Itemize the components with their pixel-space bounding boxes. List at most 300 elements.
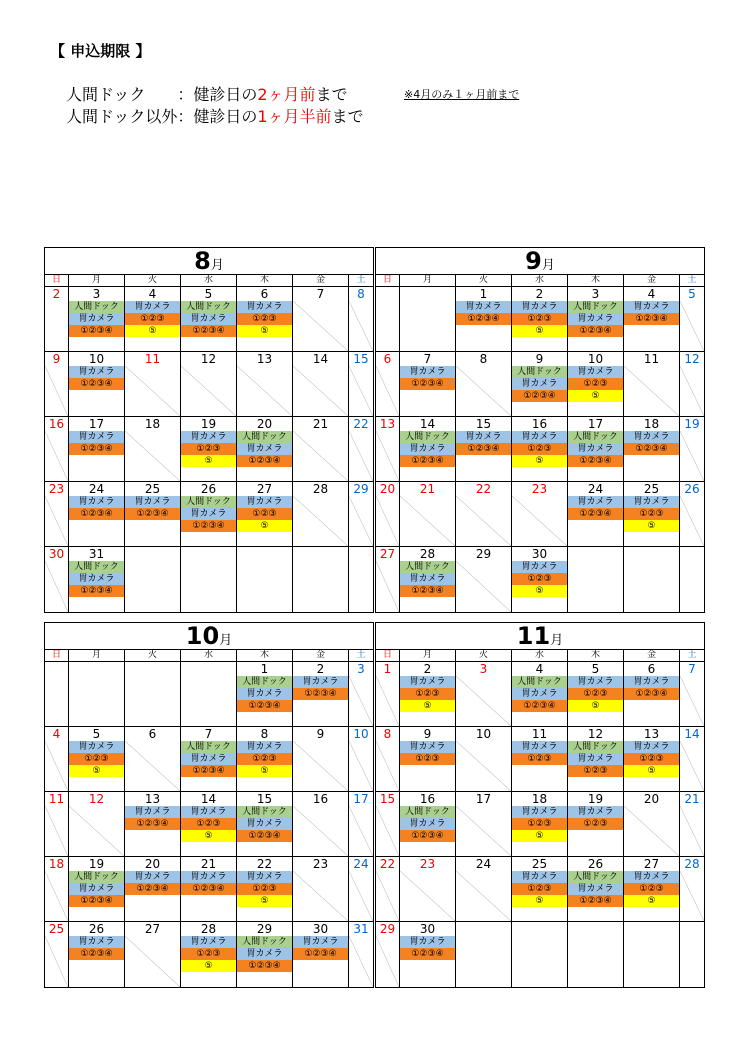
weekday-label: 月: [400, 275, 456, 286]
camera-slot: 胃カメラ: [237, 443, 292, 455]
day-cell: [568, 792, 624, 856]
camera-slot: 胃カメラ: [624, 431, 679, 443]
month-calendar: [375, 247, 705, 613]
closed-day-slash: [349, 936, 373, 987]
closed-day-slash: [624, 366, 679, 416]
week-row: [45, 792, 373, 857]
day-number: 16: [531, 417, 548, 431]
day-cell: [568, 547, 624, 612]
slot-numbers: ①②③: [69, 753, 124, 765]
slot-numbers: ①②③④: [69, 378, 124, 390]
weekday-label: 火: [456, 650, 512, 661]
slot-numbers: ①②③: [624, 508, 679, 520]
other-deadline-period: 1ヶ月半前: [257, 107, 332, 126]
slot-numbers: ①②③④: [293, 948, 348, 960]
slot-numbers: ①②③④: [125, 508, 180, 520]
camera-slot: 胃カメラ: [237, 741, 292, 753]
day-number: 5: [688, 287, 696, 301]
camera-slot: 胃カメラ: [400, 676, 455, 688]
week-row: [376, 482, 704, 547]
day-cell: [181, 547, 237, 612]
slot-numbers: ①②③④: [125, 883, 180, 895]
camera-slot: 胃カメラ: [568, 496, 623, 508]
closed-day-slash: [45, 936, 68, 987]
dock-slot: 人間ドック: [568, 871, 623, 883]
day-cell: [45, 547, 69, 612]
day-cell: [293, 792, 349, 856]
closed-day-slash: [680, 366, 704, 416]
slot-five: ⑤: [624, 520, 679, 532]
day-number: 22: [256, 857, 273, 871]
day-number: 8: [479, 352, 488, 366]
dock-slot: 人間ドック: [512, 366, 567, 378]
day-number: 3: [92, 287, 101, 301]
closed-day-slash: [680, 741, 704, 791]
day-cell: [181, 857, 237, 921]
slot-numbers: ①②③: [624, 753, 679, 765]
day-number: 29: [256, 922, 273, 936]
day-number: 7: [688, 662, 696, 676]
day-number: 7: [423, 352, 432, 366]
day-number: 14: [419, 417, 436, 431]
weekday-label: 水: [181, 650, 237, 661]
day-cell: [293, 287, 349, 351]
day-number: 21: [312, 417, 329, 431]
slot-numbers: ①②③④: [512, 700, 567, 712]
day-number: 6: [148, 727, 157, 741]
day-cell: [376, 857, 400, 921]
month-suffix: 月: [541, 258, 555, 273]
slot-numbers: ①②③: [512, 818, 567, 830]
camera-slot: 胃カメラ: [237, 301, 292, 313]
camera-slot: 胃カメラ: [181, 313, 236, 325]
day-cell: [680, 352, 704, 416]
day-cell: [69, 727, 125, 791]
day-cell: [400, 352, 456, 416]
camera-slot: 胃カメラ: [237, 688, 292, 700]
day-cell: [680, 547, 704, 612]
day-number: 21: [419, 482, 436, 496]
dock-deadline: [66, 82, 348, 105]
week-row: [376, 857, 704, 922]
day-cell: [125, 922, 181, 987]
dock-slot: 人間ドック: [237, 936, 292, 948]
day-cell: [568, 352, 624, 416]
weekday-label: 土: [687, 650, 697, 660]
camera-slot: 胃カメラ: [69, 741, 124, 753]
closed-day-slash: [376, 806, 399, 856]
closed-day-slash: [293, 366, 348, 416]
closed-day-slash: [456, 561, 511, 612]
camera-slot: 胃カメラ: [624, 676, 679, 688]
day-cell: [568, 287, 624, 351]
weekday-label: 水: [512, 275, 568, 286]
day-cell: [512, 857, 568, 921]
day-cell: [45, 482, 69, 546]
day-number: 15: [475, 417, 492, 431]
camera-slot: 胃カメラ: [400, 573, 455, 585]
day-cell: [624, 662, 680, 726]
day-cell: [568, 482, 624, 546]
dock-slot: 人間ドック: [400, 431, 455, 443]
week-row: [376, 417, 704, 482]
day-cell: [400, 922, 456, 987]
day-number: 23: [419, 857, 436, 871]
day-number: 15: [353, 352, 369, 366]
day-cell: [456, 482, 512, 546]
day-cell: [456, 857, 512, 921]
day-cell: [568, 857, 624, 921]
slot-numbers: ①②③④: [568, 508, 623, 520]
weekday-row: [45, 275, 373, 287]
day-number: 6: [260, 287, 269, 301]
day-number: 7: [204, 727, 213, 741]
closed-day-slash: [456, 741, 511, 791]
slot-five: ⑤: [125, 325, 180, 337]
closed-day-slash: [125, 741, 180, 791]
closed-day-slash: [680, 431, 704, 481]
camera-slot: 胃カメラ: [512, 561, 567, 573]
day-cell: [456, 792, 512, 856]
day-number: 24: [353, 857, 369, 871]
week-row: [376, 662, 704, 727]
closed-day-slash: [456, 871, 511, 921]
camera-slot: 胃カメラ: [125, 806, 180, 818]
camera-slot: 胃カメラ: [568, 883, 623, 895]
day-number: 13: [256, 352, 273, 366]
day-cell: [293, 547, 349, 612]
day-cell: [456, 417, 512, 481]
slot-five: ⑤: [237, 325, 292, 337]
day-cell: [400, 287, 456, 351]
camera-slot: 胃カメラ: [181, 806, 236, 818]
slot-numbers: ①②③④: [568, 325, 623, 337]
slot-numbers: ①②③④: [237, 700, 292, 712]
day-cell: [456, 547, 512, 612]
header-title: 【 申込期限 】: [50, 42, 151, 60]
day-number: 21: [200, 857, 217, 871]
day-number: 27: [256, 482, 273, 496]
day-cell: [400, 662, 456, 726]
day-cell: [45, 922, 69, 987]
camera-slot: 胃カメラ: [69, 883, 124, 895]
day-number: 24: [475, 857, 492, 871]
slot-numbers: ①②③④: [237, 960, 292, 972]
month-title: [45, 623, 373, 650]
closed-day-slash: [400, 496, 455, 546]
slot-numbers: ①②③: [237, 753, 292, 765]
day-number: 14: [200, 792, 217, 806]
day-number: 12: [200, 352, 217, 366]
closed-day-slash: [45, 431, 68, 481]
day-cell: [125, 352, 181, 416]
slot-five: ⑤: [512, 325, 567, 337]
slot-numbers: ①②③④: [624, 313, 679, 325]
day-number: 12: [88, 792, 105, 806]
day-cell: [293, 727, 349, 791]
slot-five: ⑤: [181, 960, 236, 972]
closed-day-slash: [349, 496, 373, 546]
day-cell: [512, 287, 568, 351]
day-cell: [512, 727, 568, 791]
week-row: [45, 287, 373, 352]
day-number: 11: [144, 352, 161, 366]
slot-numbers: ①②③: [400, 753, 455, 765]
closed-day-slash: [349, 676, 373, 726]
closed-day-slash: [376, 366, 399, 416]
day-cell: [512, 482, 568, 546]
day-number: 3: [591, 287, 600, 301]
day-number: 9: [535, 352, 544, 366]
day-number: 22: [353, 417, 369, 431]
closed-day-slash: [293, 431, 348, 481]
month-title: [376, 623, 704, 650]
day-number: 25: [531, 857, 548, 871]
day-number: 9: [423, 727, 432, 741]
weekday-label: 土: [356, 275, 366, 285]
day-cell: [45, 287, 69, 351]
day-cell: [349, 922, 373, 987]
dock-slot: 人間ドック: [69, 561, 124, 573]
day-cell: [456, 287, 512, 351]
day-number: 26: [684, 482, 700, 496]
day-number: 23: [531, 482, 548, 496]
day-cell: [45, 792, 69, 856]
day-number: 14: [312, 352, 329, 366]
day-cell: [125, 727, 181, 791]
day-number: 22: [475, 482, 492, 496]
day-cell: [624, 727, 680, 791]
day-number: 17: [587, 417, 604, 431]
day-number: 5: [92, 727, 101, 741]
closed-day-slash: [376, 936, 399, 987]
dock-slot: 人間ドック: [181, 496, 236, 508]
slot-numbers: ①②③④: [624, 688, 679, 700]
camera-slot: 胃カメラ: [237, 496, 292, 508]
day-number: 11: [48, 792, 65, 806]
day-cell: [45, 352, 69, 416]
other-deadline-label: 人間ドック以外：健診日の: [66, 107, 258, 126]
day-number: 29: [353, 482, 369, 496]
camera-slot: 胃カメラ: [125, 496, 180, 508]
day-cell: [181, 662, 237, 726]
camera-slot: 胃カメラ: [624, 871, 679, 883]
week-row: [376, 792, 704, 857]
day-cell: [376, 922, 400, 987]
dock-slot: 人間ドック: [400, 561, 455, 573]
day-number: 21: [684, 792, 700, 806]
slot-numbers: ①②③: [512, 313, 567, 325]
day-number: 8: [260, 727, 269, 741]
closed-day-slash: [624, 806, 679, 856]
day-number: 28: [419, 547, 436, 561]
day-number: 2: [52, 287, 61, 301]
camera-slot: 胃カメラ: [181, 871, 236, 883]
day-number: 25: [643, 482, 660, 496]
day-number: 10: [88, 352, 105, 366]
slot-numbers: ①②③④: [69, 443, 124, 455]
slot-numbers: ①②③: [568, 688, 623, 700]
day-cell: [680, 727, 704, 791]
slot-five: ⑤: [512, 585, 567, 597]
closed-day-slash: [293, 496, 348, 546]
week-row: [45, 417, 373, 482]
camera-slot: 胃カメラ: [568, 806, 623, 818]
day-cell: [125, 792, 181, 856]
slot-numbers: ①②③: [237, 883, 292, 895]
camera-slot: 胃カメラ: [69, 936, 124, 948]
closed-day-slash: [125, 431, 180, 481]
slot-numbers: ①②③④: [400, 948, 455, 960]
weekday-label: 日: [376, 650, 400, 661]
day-cell: [680, 922, 704, 987]
day-cell: [376, 352, 400, 416]
day-cell: [237, 857, 293, 921]
camera-slot: 胃カメラ: [456, 301, 511, 313]
day-cell: [237, 287, 293, 351]
camera-slot: 胃カメラ: [237, 818, 292, 830]
month-calendar: [44, 622, 374, 988]
day-number: 27: [379, 547, 396, 561]
slot-numbers: ①②③④: [69, 508, 124, 520]
day-number: 20: [144, 857, 161, 871]
weekday-label: 月: [400, 650, 456, 661]
closed-day-slash: [456, 496, 511, 546]
day-cell: [349, 417, 373, 481]
day-number: 10: [353, 727, 369, 741]
day-cell: [69, 547, 125, 612]
day-number: 26: [88, 922, 105, 936]
other-deadline-tail: まで: [331, 107, 364, 126]
day-number: 28: [312, 482, 329, 496]
camera-slot: 胃カメラ: [568, 443, 623, 455]
closed-day-slash: [349, 431, 373, 481]
camera-slot: 胃カメラ: [181, 936, 236, 948]
month-number: 9: [525, 247, 542, 275]
slot-five: ⑤: [181, 455, 236, 467]
day-number: 9: [316, 727, 325, 741]
day-number: 15: [256, 792, 273, 806]
day-cell: [512, 417, 568, 481]
deadline-header: [0, 0, 744, 140]
slot-numbers: ①②③④: [400, 830, 455, 842]
day-number: 10: [587, 352, 604, 366]
other-deadline: [66, 104, 364, 127]
day-cell: [125, 482, 181, 546]
weekday-label: 日: [45, 650, 69, 661]
closed-day-slash: [45, 806, 68, 856]
weekday-label: 金: [293, 275, 349, 286]
day-cell: [69, 792, 125, 856]
day-number: 24: [587, 482, 604, 496]
day-cell: [400, 482, 456, 546]
weekday-label: 水: [512, 650, 568, 661]
dock-deadline-period: 2ヶ月前: [257, 85, 316, 104]
day-cell: [456, 922, 512, 987]
month-suffix: 月: [219, 633, 233, 648]
slot-numbers: ①②③④: [293, 688, 348, 700]
day-cell: [400, 417, 456, 481]
day-cell: [624, 287, 680, 351]
camera-slot: 胃カメラ: [568, 313, 623, 325]
weekday-row: [45, 650, 373, 662]
slot-numbers: ①②③④: [69, 325, 124, 337]
day-number: 1: [383, 662, 392, 676]
day-number: 20: [256, 417, 273, 431]
slot-numbers: ①②③④: [568, 455, 623, 467]
month-number: 10: [185, 622, 220, 650]
day-cell: [125, 417, 181, 481]
day-cell: [349, 287, 373, 351]
day-cell: [624, 547, 680, 612]
dock-slot: 人間ドック: [512, 676, 567, 688]
closed-day-slash: [680, 301, 704, 351]
month-title: [376, 248, 704, 275]
slot-numbers: ①②③: [568, 765, 623, 777]
day-cell: [680, 792, 704, 856]
day-number: 14: [684, 727, 700, 741]
closed-day-slash: [349, 741, 373, 791]
slot-numbers: ①②③④: [181, 765, 236, 777]
day-cell: [237, 547, 293, 612]
closed-day-slash: [376, 561, 399, 612]
day-number: 16: [312, 792, 329, 806]
day-cell: [512, 792, 568, 856]
month-suffix: 月: [550, 633, 564, 648]
day-cell: [125, 857, 181, 921]
day-cell: [237, 662, 293, 726]
day-number: 3: [357, 662, 365, 676]
camera-slot: 胃カメラ: [568, 753, 623, 765]
closed-day-slash: [349, 806, 373, 856]
closed-day-slash: [376, 871, 399, 921]
day-number: 17: [353, 792, 369, 806]
dock-deadline-label: 人間ドック ：健診日の: [66, 85, 258, 104]
weekday-label: 金: [624, 650, 680, 661]
camera-slot: 胃カメラ: [512, 806, 567, 818]
closed-day-slash: [293, 301, 348, 351]
weekday-label: 土: [356, 650, 366, 660]
day-cell: [69, 287, 125, 351]
dock-slot: 人間ドック: [181, 301, 236, 313]
camera-slot: 胃カメラ: [400, 366, 455, 378]
day-number: 11: [531, 727, 548, 741]
camera-slot: 胃カメラ: [69, 573, 124, 585]
camera-slot: 胃カメラ: [568, 366, 623, 378]
day-cell: [376, 482, 400, 546]
day-number: 28: [684, 857, 700, 871]
slot-numbers: ①②③: [181, 948, 236, 960]
day-cell: [624, 857, 680, 921]
weekday-label: 木: [568, 650, 624, 661]
camera-slot: 胃カメラ: [400, 818, 455, 830]
weekday-label: 木: [237, 275, 293, 286]
closed-day-slash: [45, 496, 68, 546]
weekday-label: 日: [376, 275, 400, 286]
closed-day-slash: [69, 806, 124, 856]
slot-five: ⑤: [181, 830, 236, 842]
slot-numbers: ①②③④: [69, 948, 124, 960]
week-row: [45, 352, 373, 417]
slot-numbers: ①②③④: [237, 455, 292, 467]
closed-day-slash: [45, 561, 68, 612]
week-row: [376, 922, 704, 987]
day-number: 13: [379, 417, 396, 431]
day-number: 17: [88, 417, 105, 431]
closed-day-slash: [293, 741, 348, 791]
day-cell: [69, 922, 125, 987]
slot-numbers: ①②③④: [69, 895, 124, 907]
